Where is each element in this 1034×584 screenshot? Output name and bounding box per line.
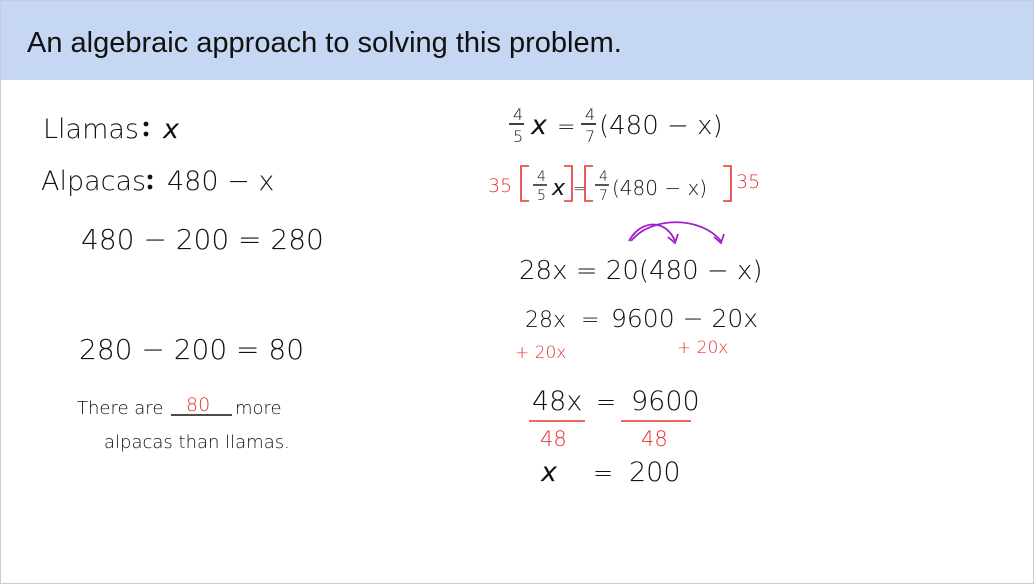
equals-sign: = xyxy=(581,308,600,333)
step5-lhs: 48x xyxy=(532,386,583,417)
parenthetical-expression: (480 − x) xyxy=(599,111,723,141)
conclusion xyxy=(77,394,290,453)
step6-rhs: 200 xyxy=(629,457,681,488)
add-term-right: + 20x xyxy=(677,338,729,358)
conclusion-text-after: more xyxy=(235,398,282,419)
equation-step-1 xyxy=(509,105,723,146)
divisor-left: 48 xyxy=(540,427,567,451)
llamas-line xyxy=(43,114,180,145)
fraction-denominator: 5 xyxy=(537,188,546,204)
llamas-label: Llamas xyxy=(43,114,140,145)
equation-step-5 xyxy=(529,386,700,451)
variable: x xyxy=(531,110,547,141)
step4-lhs: 28x xyxy=(525,308,567,333)
alpacas-label: Alpacas xyxy=(41,166,147,197)
bracket-right-inner xyxy=(564,166,572,201)
alpacas-expression: 480 − x xyxy=(167,166,275,197)
step4-rhs: 9600 − 20x xyxy=(611,304,759,333)
llamas-expression: x xyxy=(163,114,179,145)
equation-step-6 xyxy=(540,457,681,488)
conclusion-text-before: There are xyxy=(77,398,164,419)
subtraction-step-2: 280 − 200 = 80 xyxy=(79,333,305,366)
variable: x xyxy=(552,176,566,201)
fraction-denominator: 5 xyxy=(513,127,524,146)
fraction-denominator: 7 xyxy=(599,188,608,204)
alpacas-line xyxy=(41,166,274,197)
equation-step-4 xyxy=(515,304,758,363)
equation-step-3: 28x = 20(480 − x) xyxy=(519,256,763,286)
colon-dot xyxy=(148,185,153,190)
divisor-right: 48 xyxy=(641,427,668,451)
handwritten-work xyxy=(1,1,1033,583)
fraction-numerator: 4 xyxy=(537,169,546,185)
equals-sign: = xyxy=(593,459,614,487)
equation-step-2 xyxy=(488,166,760,204)
colon-dot xyxy=(144,132,149,137)
fraction-denominator: 7 xyxy=(585,127,596,146)
fraction-numerator: 4 xyxy=(585,105,596,124)
conclusion-line-2: alpacas than llamas. xyxy=(104,432,290,453)
equals-sign: = xyxy=(596,388,617,416)
step6-lhs: x xyxy=(541,457,557,488)
slide-title: An algebraic approach to solving this problem. xyxy=(27,27,622,59)
add-term-left: + 20x xyxy=(515,343,567,363)
distribution-arrows xyxy=(629,222,724,243)
bracket-right xyxy=(723,166,731,201)
fraction-numerator: 4 xyxy=(599,169,608,185)
parenthetical-expression: (480 − x) xyxy=(612,176,708,200)
fraction-numerator: 4 xyxy=(513,105,524,124)
multiplier-left: 35 xyxy=(488,175,513,197)
step5-rhs: 9600 xyxy=(631,386,700,417)
colon-dot xyxy=(144,122,149,127)
subtraction-step-1: 480 − 200 = 280 xyxy=(81,223,324,256)
conclusion-answer: 80 xyxy=(186,394,211,416)
colon-dot xyxy=(148,175,153,180)
bracket-left xyxy=(521,166,529,201)
equals-sign: = xyxy=(557,115,576,140)
equals-sign: = xyxy=(573,179,588,199)
multiplier-right: 35 xyxy=(736,171,761,193)
